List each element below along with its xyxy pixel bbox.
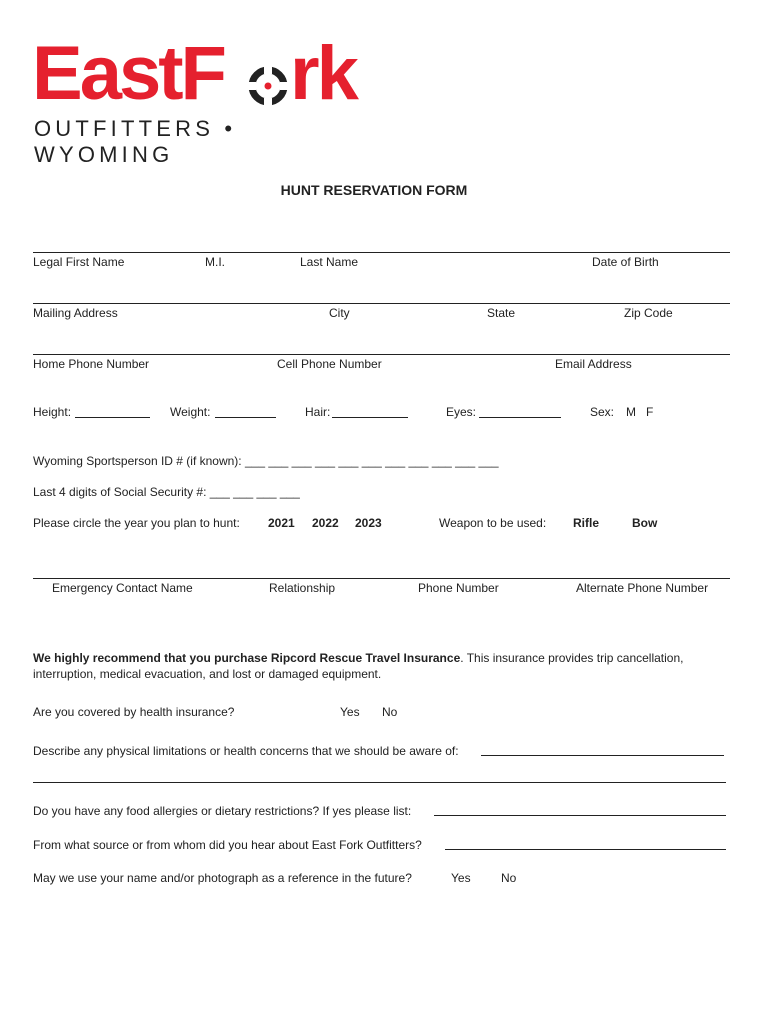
home-phone-label: Home Phone Number (33, 357, 150, 371)
height-label: Height: (33, 405, 72, 419)
health-insurance-no[interactable]: No (382, 705, 398, 719)
last-name-label: Last Name (300, 255, 359, 269)
referral-source-question: From what source or from whom did you hear about East Fork Outfitters? (33, 838, 422, 852)
weapon-option-bow[interactable]: Bow (632, 516, 658, 530)
limitations-answer-line-1[interactable] (481, 755, 724, 756)
sex-option-f[interactable]: F (646, 405, 654, 419)
address-line[interactable] (33, 303, 730, 304)
logo-subtitle-wyoming: WYOMING (34, 142, 174, 167)
email-label: Email Address (555, 357, 632, 371)
state-label: State (487, 306, 516, 320)
ssn-field[interactable]: Last 4 digits of Social Security #: ___ ___ ___ ___ (33, 485, 300, 499)
insurance-rest-text: . This insurance provides trip cancellation, interruption, medical evacuation, and lost or damaged equipment. (33, 651, 684, 681)
crosshair-icon (246, 64, 290, 108)
phone-email-line[interactable] (33, 354, 730, 355)
east-fork-logo (32, 31, 356, 167)
sex-label: Sex: (590, 405, 615, 419)
emergency-name-label: Emergency Contact Name (52, 581, 193, 595)
emergency-contact-line[interactable] (33, 578, 730, 579)
health-insurance-question: Are you covered by health insurance? (33, 705, 235, 719)
weight-field[interactable] (215, 405, 276, 418)
year-option-2023[interactable]: 2023 (355, 516, 382, 530)
reference-question: May we use your name and/or photograph as a reference in the future? (33, 871, 412, 885)
health-insurance-yes[interactable]: Yes (340, 705, 360, 719)
dob-label: Date of Birth (592, 255, 659, 269)
limitations-answer-line-2[interactable] (33, 782, 726, 783)
cell-phone-label: Cell Phone Number (277, 357, 382, 371)
reference-yes[interactable]: Yes (451, 871, 471, 885)
emergency-phone-label: Phone Number (418, 581, 499, 595)
city-label: City (329, 306, 350, 320)
limitations-question: Describe any physical limitations or health concerns that we should be aware of: (33, 744, 459, 758)
year-option-2022[interactable]: 2022 (312, 516, 339, 530)
referral-source-answer-line[interactable] (445, 849, 726, 850)
form-title: HUNT RESERVATION FORM (280, 182, 468, 198)
hunt-year-label: Please circle the year you plan to hunt: (33, 516, 240, 530)
relationship-label: Relationship (269, 581, 336, 595)
allergies-answer-line[interactable] (434, 815, 726, 816)
eyes-label: Eyes: (446, 405, 477, 419)
year-option-2021[interactable]: 2021 (268, 516, 295, 530)
weight-label: Weight: (170, 405, 211, 419)
eyes-field[interactable] (479, 405, 561, 418)
logo-subtitle-dot: • (224, 116, 237, 141)
hair-label: Hair: (305, 405, 331, 419)
height-field[interactable] (75, 405, 150, 418)
allergies-question: Do you have any food allergies or dietary restrictions? If yes please list: (33, 804, 412, 818)
mailing-address-label: Mailing Address (33, 306, 118, 320)
mi-label: M.I. (205, 255, 225, 269)
reference-no[interactable]: No (501, 871, 517, 885)
zip-code-label: Zip Code (624, 306, 673, 320)
weapon-option-rifle[interactable]: Rifle (573, 516, 600, 530)
sportsperson-id-field[interactable]: Wyoming Sportsperson ID # (if known): ___ ___ ___ ___ ___ ___ ___ ___ ___ ___ ___ (33, 454, 499, 468)
weapon-label: Weapon to be used: (439, 516, 547, 530)
sex-option-m[interactable]: M (626, 405, 636, 419)
insurance-recommendation (33, 650, 733, 682)
alternate-phone-label: Alternate Phone Number (576, 581, 709, 595)
logo-subtitle-outfitters: OUTFITTERS (34, 116, 215, 141)
logo-word-east-f: EastF (32, 31, 224, 116)
logo-word-rk: rk (290, 31, 356, 116)
name-dob-line[interactable] (33, 252, 730, 253)
logo-subtitle (34, 116, 352, 168)
first-name-label: Legal First Name (33, 255, 125, 269)
insurance-bold-text: We highly recommend that you purchase Ripcord Rescue Travel Insurance (33, 651, 461, 665)
hair-field[interactable] (332, 405, 408, 418)
